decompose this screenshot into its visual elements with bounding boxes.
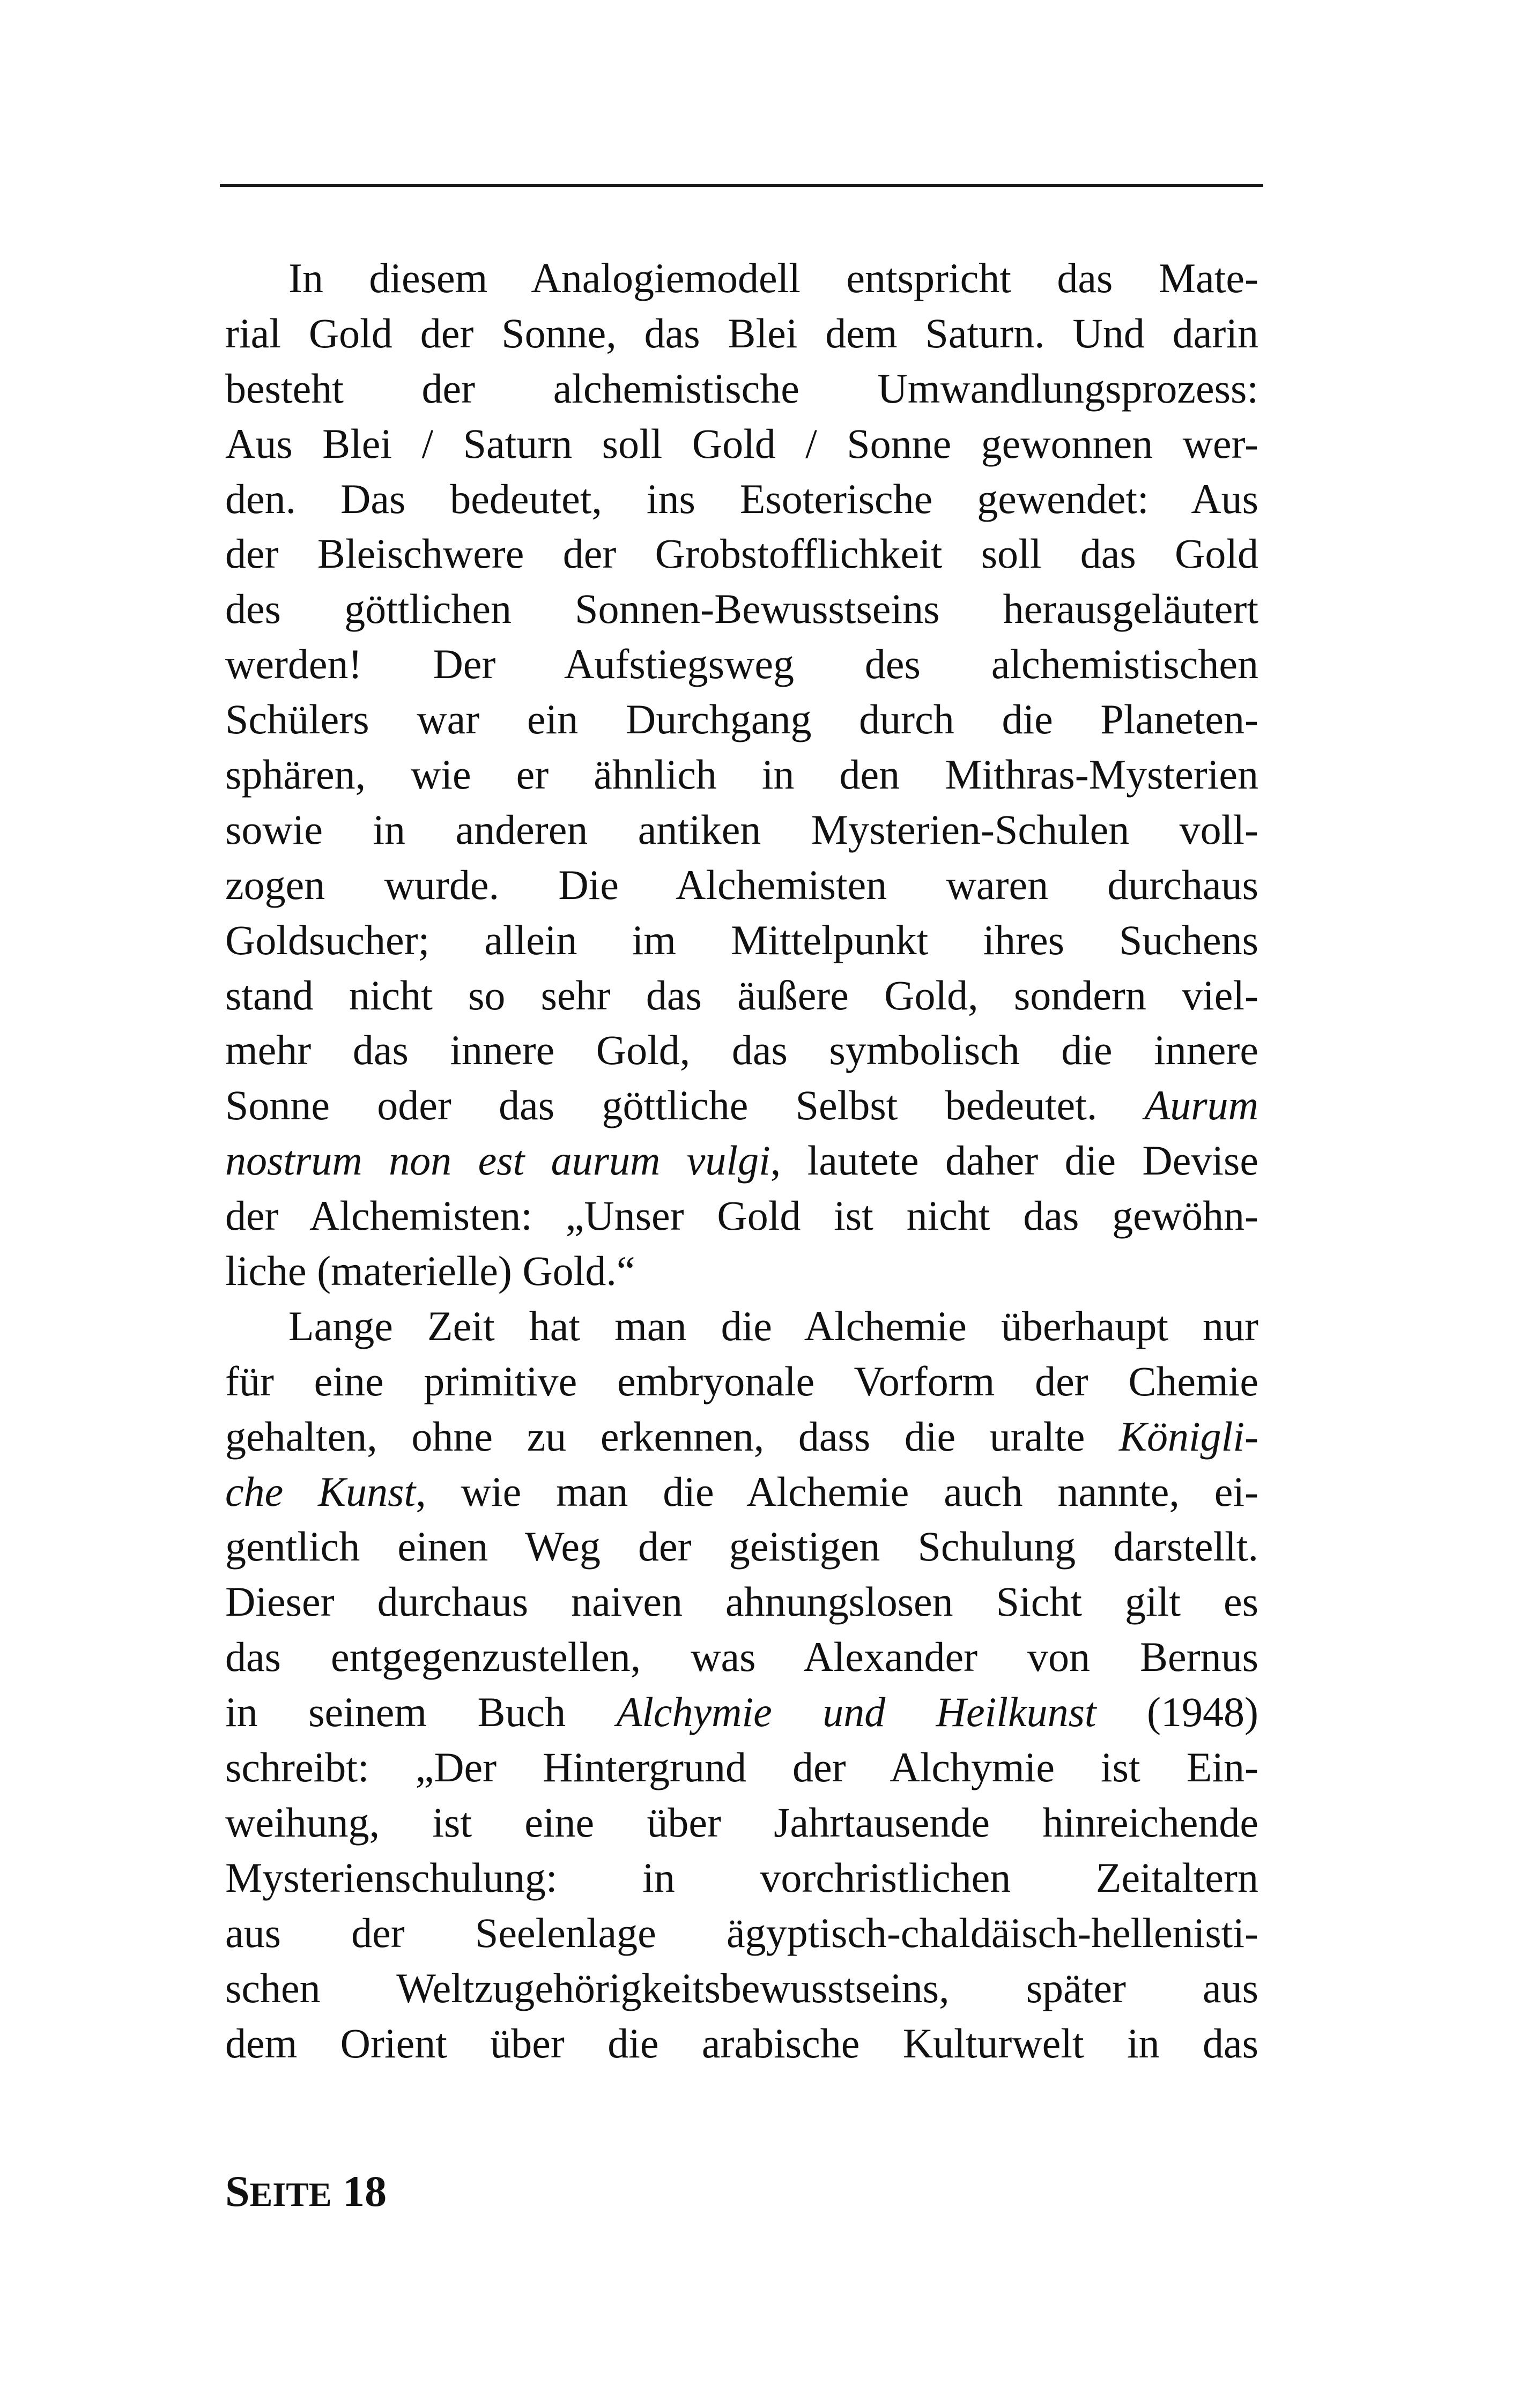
text-line bbox=[225, 913, 1258, 968]
text-line bbox=[225, 1299, 1258, 1354]
text-segment: werden! Der Aufstiegsweg des alchemistischen bbox=[225, 641, 1258, 688]
text-line bbox=[225, 1630, 1258, 1685]
text-line bbox=[225, 1244, 1258, 1299]
text-segment: (1948) bbox=[1096, 1689, 1258, 1736]
text-line bbox=[225, 472, 1258, 527]
italic-text: Aurum bbox=[1144, 1082, 1258, 1129]
text-line bbox=[225, 968, 1258, 1023]
text-segment: für eine primitive embryonale Vorform der Chemie bbox=[225, 1357, 1258, 1404]
text-line bbox=[225, 361, 1258, 417]
text-segment: rial Gold der Sonne, das Blei dem Saturn. Und darin bbox=[225, 309, 1258, 356]
text-segment: sphären, wie er ähnlich in den Mithras-Mysterien bbox=[225, 751, 1258, 798]
text-segment: Lange Zeit hat man die Alchemie überhaupt nur bbox=[288, 1302, 1258, 1349]
italic-text: Alchymie und Heilkunst bbox=[616, 1689, 1096, 1736]
folio-initial: S bbox=[225, 2167, 250, 2216]
text-segment: der Alchemisten: „Unser Gold ist nicht das gewöhn- bbox=[225, 1192, 1258, 1239]
text-line bbox=[225, 417, 1258, 472]
text-segment: Dieser durchaus naiven ahnungslosen Sicht gilt es bbox=[225, 1578, 1258, 1625]
text-segment: besteht der alchemistische Umwandlungsprozess: bbox=[225, 365, 1258, 412]
text-line bbox=[225, 637, 1258, 692]
text-line bbox=[225, 1685, 1258, 1740]
text-segment: liche (materielle) Gold.“ bbox=[225, 1247, 635, 1295]
text-line bbox=[225, 526, 1258, 582]
text-segment: schreibt: „Der Hintergrund der Alchymie ist Ein- bbox=[225, 1744, 1258, 1791]
text-segment: gehalten, ohne zu erkennen, dass die uralte bbox=[225, 1413, 1119, 1460]
text-segment: Goldsucher; allein im Mittelpunkt ihres Suchens bbox=[225, 916, 1258, 963]
text-line bbox=[225, 1354, 1258, 1409]
text-segment: mehr das innere Gold, das symbolisch die innere bbox=[225, 1027, 1258, 1074]
text-segment: , wie man die Alchemie auch nannte, ei- bbox=[416, 1468, 1258, 1515]
italic-text: che Kunst bbox=[225, 1468, 416, 1515]
text-segment: sowie in anderen antiken Mysterien-Schulen voll- bbox=[225, 806, 1258, 853]
text-segment: aus der Seelenlage ägyptisch-chaldäisch-hellenisti- bbox=[225, 1909, 1258, 1956]
text-line bbox=[225, 1961, 1258, 2016]
text-segment: Sonne oder das göttliche Selbst bedeutet. bbox=[225, 1082, 1145, 1129]
text-line bbox=[225, 2016, 1258, 2071]
text-line bbox=[225, 1133, 1258, 1188]
text-segment: des göttlichen Sonnen-Bewusstseins herausgeläutert bbox=[225, 585, 1258, 633]
text-line bbox=[225, 1795, 1258, 1850]
italic-text: Königli- bbox=[1118, 1413, 1258, 1460]
text-segment: weihung, ist eine über Jahrtausende hinreichende bbox=[225, 1798, 1258, 1846]
body-text bbox=[225, 251, 1258, 2071]
text-line bbox=[225, 692, 1258, 747]
text-segment: stand nicht so sehr das äußere Gold, sondern viel- bbox=[225, 971, 1258, 1019]
text-segment: zogen wurde. Die Alchemisten waren durchaus bbox=[225, 861, 1258, 908]
text-line bbox=[225, 1465, 1258, 1520]
text-line bbox=[225, 802, 1258, 858]
text-line bbox=[225, 1188, 1258, 1244]
text-segment: der Bleischwere der Grobstofflichkeit soll das Gold bbox=[225, 530, 1258, 577]
page-number bbox=[225, 2165, 387, 2221]
text-line bbox=[225, 1519, 1258, 1574]
text-line bbox=[225, 1078, 1258, 1133]
text-line bbox=[225, 747, 1258, 802]
text-line bbox=[225, 1023, 1258, 1078]
text-segment: das entgegenzustellen, was Alexander von Bernus bbox=[225, 1633, 1258, 1681]
text-line bbox=[225, 1740, 1258, 1795]
text-segment: in seinem Buch bbox=[225, 1689, 617, 1736]
text-line bbox=[225, 1850, 1258, 1906]
text-line bbox=[225, 1409, 1258, 1465]
text-segment: In diesem Analogiemodell entspricht das Mate- bbox=[288, 255, 1258, 301]
text-segment: Schülers war ein Durchgang durch die Planeten- bbox=[225, 696, 1258, 743]
text-segment: , lautete daher die Devise bbox=[770, 1137, 1258, 1184]
text-line bbox=[225, 1906, 1258, 1961]
text-segment: Mysterienschulung: in vorchristlichen Zeitaltern bbox=[225, 1854, 1258, 1901]
text-line bbox=[225, 251, 1258, 306]
text-segment: den. Das bedeutet, ins Esoterische gewendet: Aus bbox=[225, 475, 1258, 522]
italic-text: nostrum non est aurum vulgi bbox=[225, 1137, 770, 1184]
text-line bbox=[225, 306, 1258, 361]
text-line bbox=[225, 858, 1258, 913]
text-segment: Aus Blei / Saturn soll Gold / Sonne gewonnen wer- bbox=[225, 420, 1258, 467]
text-segment: schen Weltzugehörigkeitsbewusstseins, später aus bbox=[225, 1964, 1258, 2011]
text-line bbox=[225, 1574, 1258, 1630]
text-segment: gentlich einen Weg der geistigen Schulung darstellt. bbox=[225, 1523, 1258, 1570]
folio-label: EITE bbox=[249, 2175, 332, 2213]
folio-number: 18 bbox=[343, 2167, 387, 2216]
text-segment: dem Orient über die arabische Kulturwelt in das bbox=[225, 2019, 1258, 2067]
text-line bbox=[225, 582, 1258, 637]
header-rule bbox=[220, 184, 1263, 187]
